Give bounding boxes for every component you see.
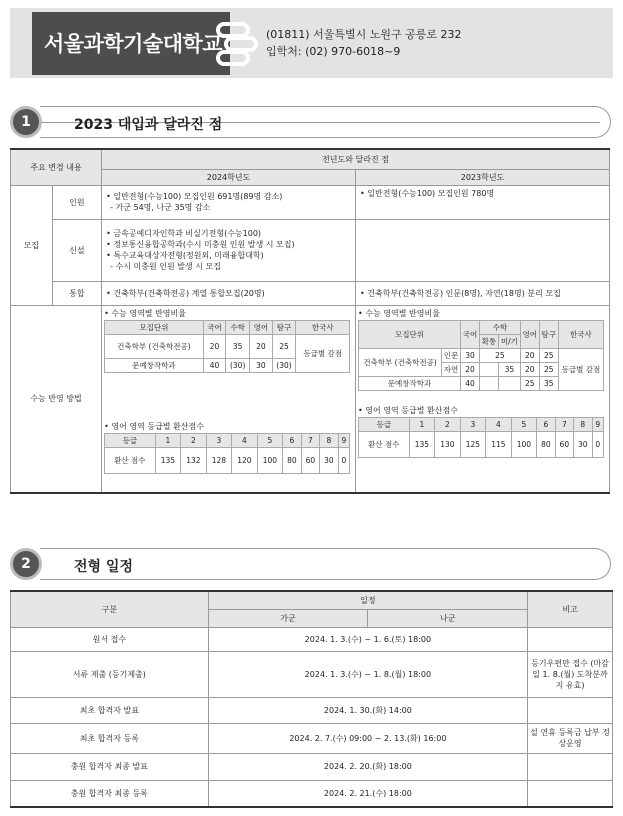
schedule-type: 최초 합격자 등록: [11, 723, 209, 753]
mini-header: 영어: [520, 320, 539, 348]
schedule-type: 최초 합격자 발표: [11, 697, 209, 723]
mini-cell: 문예창작학과: [359, 376, 461, 390]
schedule-date: 2024. 1. 3.(수) ~ 1. 6.(토) 18:00: [208, 627, 527, 651]
mini-header: 4: [232, 433, 258, 447]
mini-cell: [480, 376, 499, 390]
list-item: • 건축학부(건축학전공) 계열 통합모집(20명): [106, 288, 265, 298]
mini-cell: 132: [181, 447, 207, 473]
mini-cell: 135: [155, 447, 181, 473]
admission-phone: 입학처: (02) 970-6018~9: [266, 45, 401, 58]
mini-cell: 25: [272, 334, 296, 358]
mini-cell: 120: [232, 447, 258, 473]
col-diff-header: 전년도와 달라진 점: [102, 149, 610, 169]
mini-header: 4: [486, 417, 512, 431]
schedule-date: 2024. 2. 21.(수) 18:00: [208, 780, 527, 807]
table-row: [11, 723, 613, 753]
table-row: [11, 185, 610, 219]
mini-cell: 30: [461, 348, 480, 362]
list-item: • 특수교육대상자전형(정원외, 미래융합대학): [106, 251, 264, 260]
schedule-table: [10, 590, 613, 808]
col-main-header: 주요 변경 내용: [11, 149, 102, 185]
mini-header: 한국사: [558, 320, 603, 348]
schedule-note: [528, 697, 613, 723]
mini-header: 2: [435, 417, 461, 431]
mini-cell: 80: [537, 431, 555, 457]
col-type-header: 구분: [11, 591, 209, 627]
mini-cell: 30: [320, 447, 338, 473]
chain-link-icon: [212, 20, 262, 68]
row-label: 통합: [52, 281, 101, 305]
mini-header: 수학: [480, 320, 521, 334]
mini-header: 국어: [461, 320, 480, 348]
mini-cell: 30: [574, 431, 592, 457]
schedule-date: 2024. 1. 3.(수) ~ 1. 8.(월) 18:00: [208, 651, 527, 697]
mini-cell: 20: [203, 334, 226, 358]
col-na-header: 나군: [368, 609, 528, 627]
mini-cell: 30: [250, 358, 273, 372]
mini-cell: 135: [409, 431, 435, 457]
list-item: - 가군 54명, 나군 35명 감소: [110, 203, 211, 212]
mini-header: 6: [537, 417, 555, 431]
group-label: 모집: [11, 185, 53, 305]
mini-header: 9: [338, 433, 350, 447]
section-title: 2023 대입과 달라진 점: [74, 117, 223, 133]
table-row: [11, 305, 610, 493]
ratio-table-2023: [358, 320, 604, 391]
mini-cell: 건축학부 (건축학전공): [359, 348, 442, 376]
mini-cell: [480, 362, 499, 376]
schedule-type: 서류 제출 (등기제출): [11, 651, 209, 697]
table-row: [11, 627, 613, 651]
table-row: [11, 651, 613, 697]
mini-cell: 자연: [442, 362, 461, 376]
col-2023-header: 2023학년도: [356, 169, 610, 185]
mini-cell: (30): [272, 358, 296, 372]
table-row: [11, 219, 610, 281]
mini-header: 2: [181, 433, 207, 447]
table-row: [11, 281, 610, 305]
mini-cell: 60: [555, 431, 573, 457]
mini-header: 탐구: [272, 320, 296, 334]
eng-title: • 영어 영역 등급별 환산점수: [358, 405, 458, 415]
mini-cell: 환산 점수: [359, 431, 410, 457]
schedule-note: 설 연휴 등록금 납부 정상운영: [528, 723, 613, 753]
schedule-note: 등기우편만 접수 (마감일 1. 8.(월) 도착분까지 유효): [528, 651, 613, 697]
mini-header: 1: [409, 417, 435, 431]
mini-cell: 0: [338, 447, 350, 473]
list-item: • 건축학부(건축학전공) 인문(8명), 자연(18명) 분리 모집: [360, 288, 561, 298]
mini-header: 한국사: [296, 320, 350, 334]
mini-header: 국어: [203, 320, 226, 334]
eng-table-2024: [104, 433, 350, 474]
mini-cell: 20: [520, 348, 539, 362]
row-label: 신설: [52, 219, 101, 281]
mini-header: 3: [460, 417, 486, 431]
mini-cell: 100: [511, 431, 537, 457]
schedule-type: 충원 합격자 최종 발표: [11, 753, 209, 780]
mini-header: 5: [257, 433, 283, 447]
eng-title: • 영어 영역 등급별 환산점수: [104, 421, 204, 431]
university-address: (01811) 서울특별시 노원구 공릉로 232: [266, 28, 462, 41]
mini-cell: [499, 376, 521, 390]
schedule-date: 2024. 1. 30.(화) 14:00: [208, 697, 527, 723]
mini-cell: 125: [460, 431, 486, 457]
mini-cell: 128: [206, 447, 232, 473]
mini-cell: 130: [435, 431, 461, 457]
mini-cell: 인문: [442, 348, 461, 362]
list-item: • 정보통신융합공학과(수시 미충원 인원 발생 시 모집): [106, 240, 295, 249]
mini-cell: 환산 점수: [105, 447, 156, 473]
mini-header: 등급: [359, 417, 410, 431]
mini-cell: 25: [520, 376, 539, 390]
list-item: • 금속공예디자인학과 비실기전형(수능100): [106, 229, 262, 238]
mini-header: 1: [155, 433, 181, 447]
mini-header: 수학: [226, 320, 250, 334]
mini-cell: 115: [486, 431, 512, 457]
mini-header: 모집단위: [359, 320, 461, 348]
mini-cell: 0: [592, 431, 604, 457]
schedule-note: [528, 753, 613, 780]
schedule-note: [528, 627, 613, 651]
list-item: • 일반전형(수능100) 모집인원 691명(89명 감소): [106, 192, 283, 201]
section-number-badge: 2: [10, 548, 42, 580]
mini-cell: 등급별 감점: [296, 334, 350, 372]
mini-header: 탐구: [539, 320, 558, 348]
ratio-title: • 수능 영역별 반영비율: [358, 308, 440, 318]
section-title: 전형 일정: [74, 559, 133, 575]
mini-header: 8: [574, 417, 592, 431]
mini-header: 3: [206, 433, 232, 447]
mini-cell: 20: [461, 362, 480, 376]
row-label: 수능 반영 방법: [11, 305, 102, 493]
col-2024-header: 2024학년도: [102, 169, 356, 185]
mini-cell: 35: [499, 362, 521, 376]
university-name: 서울과학기술대학교: [44, 32, 223, 56]
mini-cell: 40: [461, 376, 480, 390]
mini-cell: 35: [226, 334, 250, 358]
mini-header: 8: [320, 433, 338, 447]
table-row: [11, 697, 613, 723]
mini-cell: 25: [480, 348, 521, 362]
mini-cell: 100: [257, 447, 283, 473]
list-item: - 수시 미충원 인원 발생 시 모집: [110, 262, 221, 271]
schedule-date: 2024. 2. 20.(화) 18:00: [208, 753, 527, 780]
mini-cell: 80: [283, 447, 301, 473]
mini-cell: 등급별 감점: [558, 348, 603, 390]
mini-header: 6: [283, 433, 301, 447]
mini-header: 7: [301, 433, 319, 447]
mini-cell: 25: [539, 348, 558, 362]
col-note-header: 비고: [528, 591, 613, 627]
list-item: • 일반전형(수능100) 모집인원 780명: [360, 188, 495, 198]
ratio-table-2024: [104, 320, 350, 373]
mini-cell: 건축학부 (건축학전공): [105, 334, 204, 358]
schedule-note: [528, 780, 613, 807]
mini-cell: 35: [539, 376, 558, 390]
schedule-type: 원서 접수: [11, 627, 209, 651]
mini-cell: 20: [520, 362, 539, 376]
mini-header: 등급: [105, 433, 156, 447]
mini-header: 9: [592, 417, 604, 431]
mini-header: 5: [511, 417, 537, 431]
eng-table-2023: [358, 417, 604, 458]
changes-table: [10, 148, 610, 494]
mini-cell: 60: [301, 447, 319, 473]
mini-header: 확통: [480, 334, 499, 348]
section-number-badge: 1: [10, 106, 42, 138]
col-schedule-header: 일정: [208, 591, 527, 609]
mini-cell: 문예창작학과: [105, 358, 204, 372]
mini-header: 모집단위: [105, 320, 204, 334]
ratio-title: • 수능 영역별 반영비율: [104, 308, 186, 318]
mini-cell: (30): [226, 358, 250, 372]
table-row: [11, 753, 613, 780]
row-label: 인원: [52, 185, 101, 219]
schedule-date: 2024. 2. 7.(수) 09:00 ~ 2. 13.(화) 16:00: [208, 723, 527, 753]
mini-cell: 20: [250, 334, 273, 358]
mini-cell: 25: [539, 362, 558, 376]
schedule-type: 충원 합격자 최종 등록: [11, 780, 209, 807]
mini-header: 미/기: [499, 334, 521, 348]
table-row: [11, 780, 613, 807]
mini-cell: 40: [203, 358, 226, 372]
col-ga-header: 가군: [208, 609, 368, 627]
mini-header: 7: [555, 417, 573, 431]
mini-header: 영어: [250, 320, 273, 334]
